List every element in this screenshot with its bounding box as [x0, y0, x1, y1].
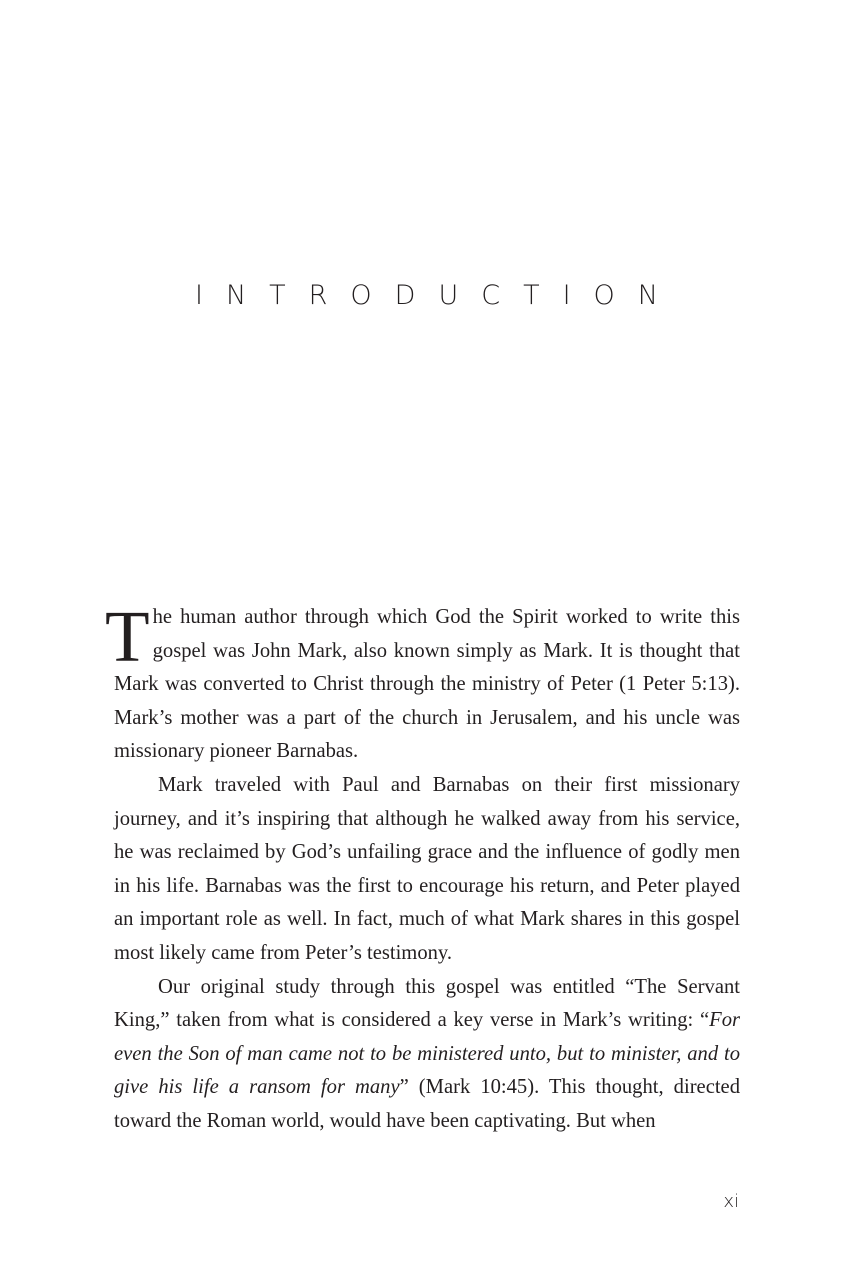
paragraph-3-text-after: ” (Mark 10:45). This thought, directed toward the Roman world, would have been captivating. But when — [114, 1076, 740, 1132]
paragraph-3 — [114, 971, 740, 1139]
paragraph-3-text-before: Our original study through this gospel was entitled “The Servant King,” taken from what is considered a key verse in Mark’s writing: “ — [114, 975, 740, 1032]
scripture-quote: For even the Son of man came not to be ministered unto, but to minister, and to give his life a ransom for many — [114, 1009, 740, 1099]
body-text — [105, 596, 740, 1139]
paragraph-2: Mark traveled with Paul and Barnabas on their first missionary journey, and it’s inspiring that although he walked away from his service, he was reclaimed by God’s unfailing grace and the influence of godly men in his life. Barnabas was the first to encourage his return, and Peter played an important role as well. In fact, much of what Mark shares in this gospel most likely came from Peter’s testimony. — [114, 773, 740, 964]
paragraph-1-text: he human author through which God the Spirit worked to write this gospel was John Mark, also known simply as Mark. It is thought that Mark was converted to Christ through the ministry of Peter (1 Peter 5:13). Mark’s mother was a part of the church in Jerusalem, and his uncle was missionary pioneer Barnabas. — [114, 606, 740, 763]
paragraph-1 — [105, 596, 740, 769]
drop-cap: T — [105, 596, 150, 677]
page-number: xi — [723, 1191, 739, 1212]
chapter-title: INTRODUCTION — [195, 280, 681, 311]
